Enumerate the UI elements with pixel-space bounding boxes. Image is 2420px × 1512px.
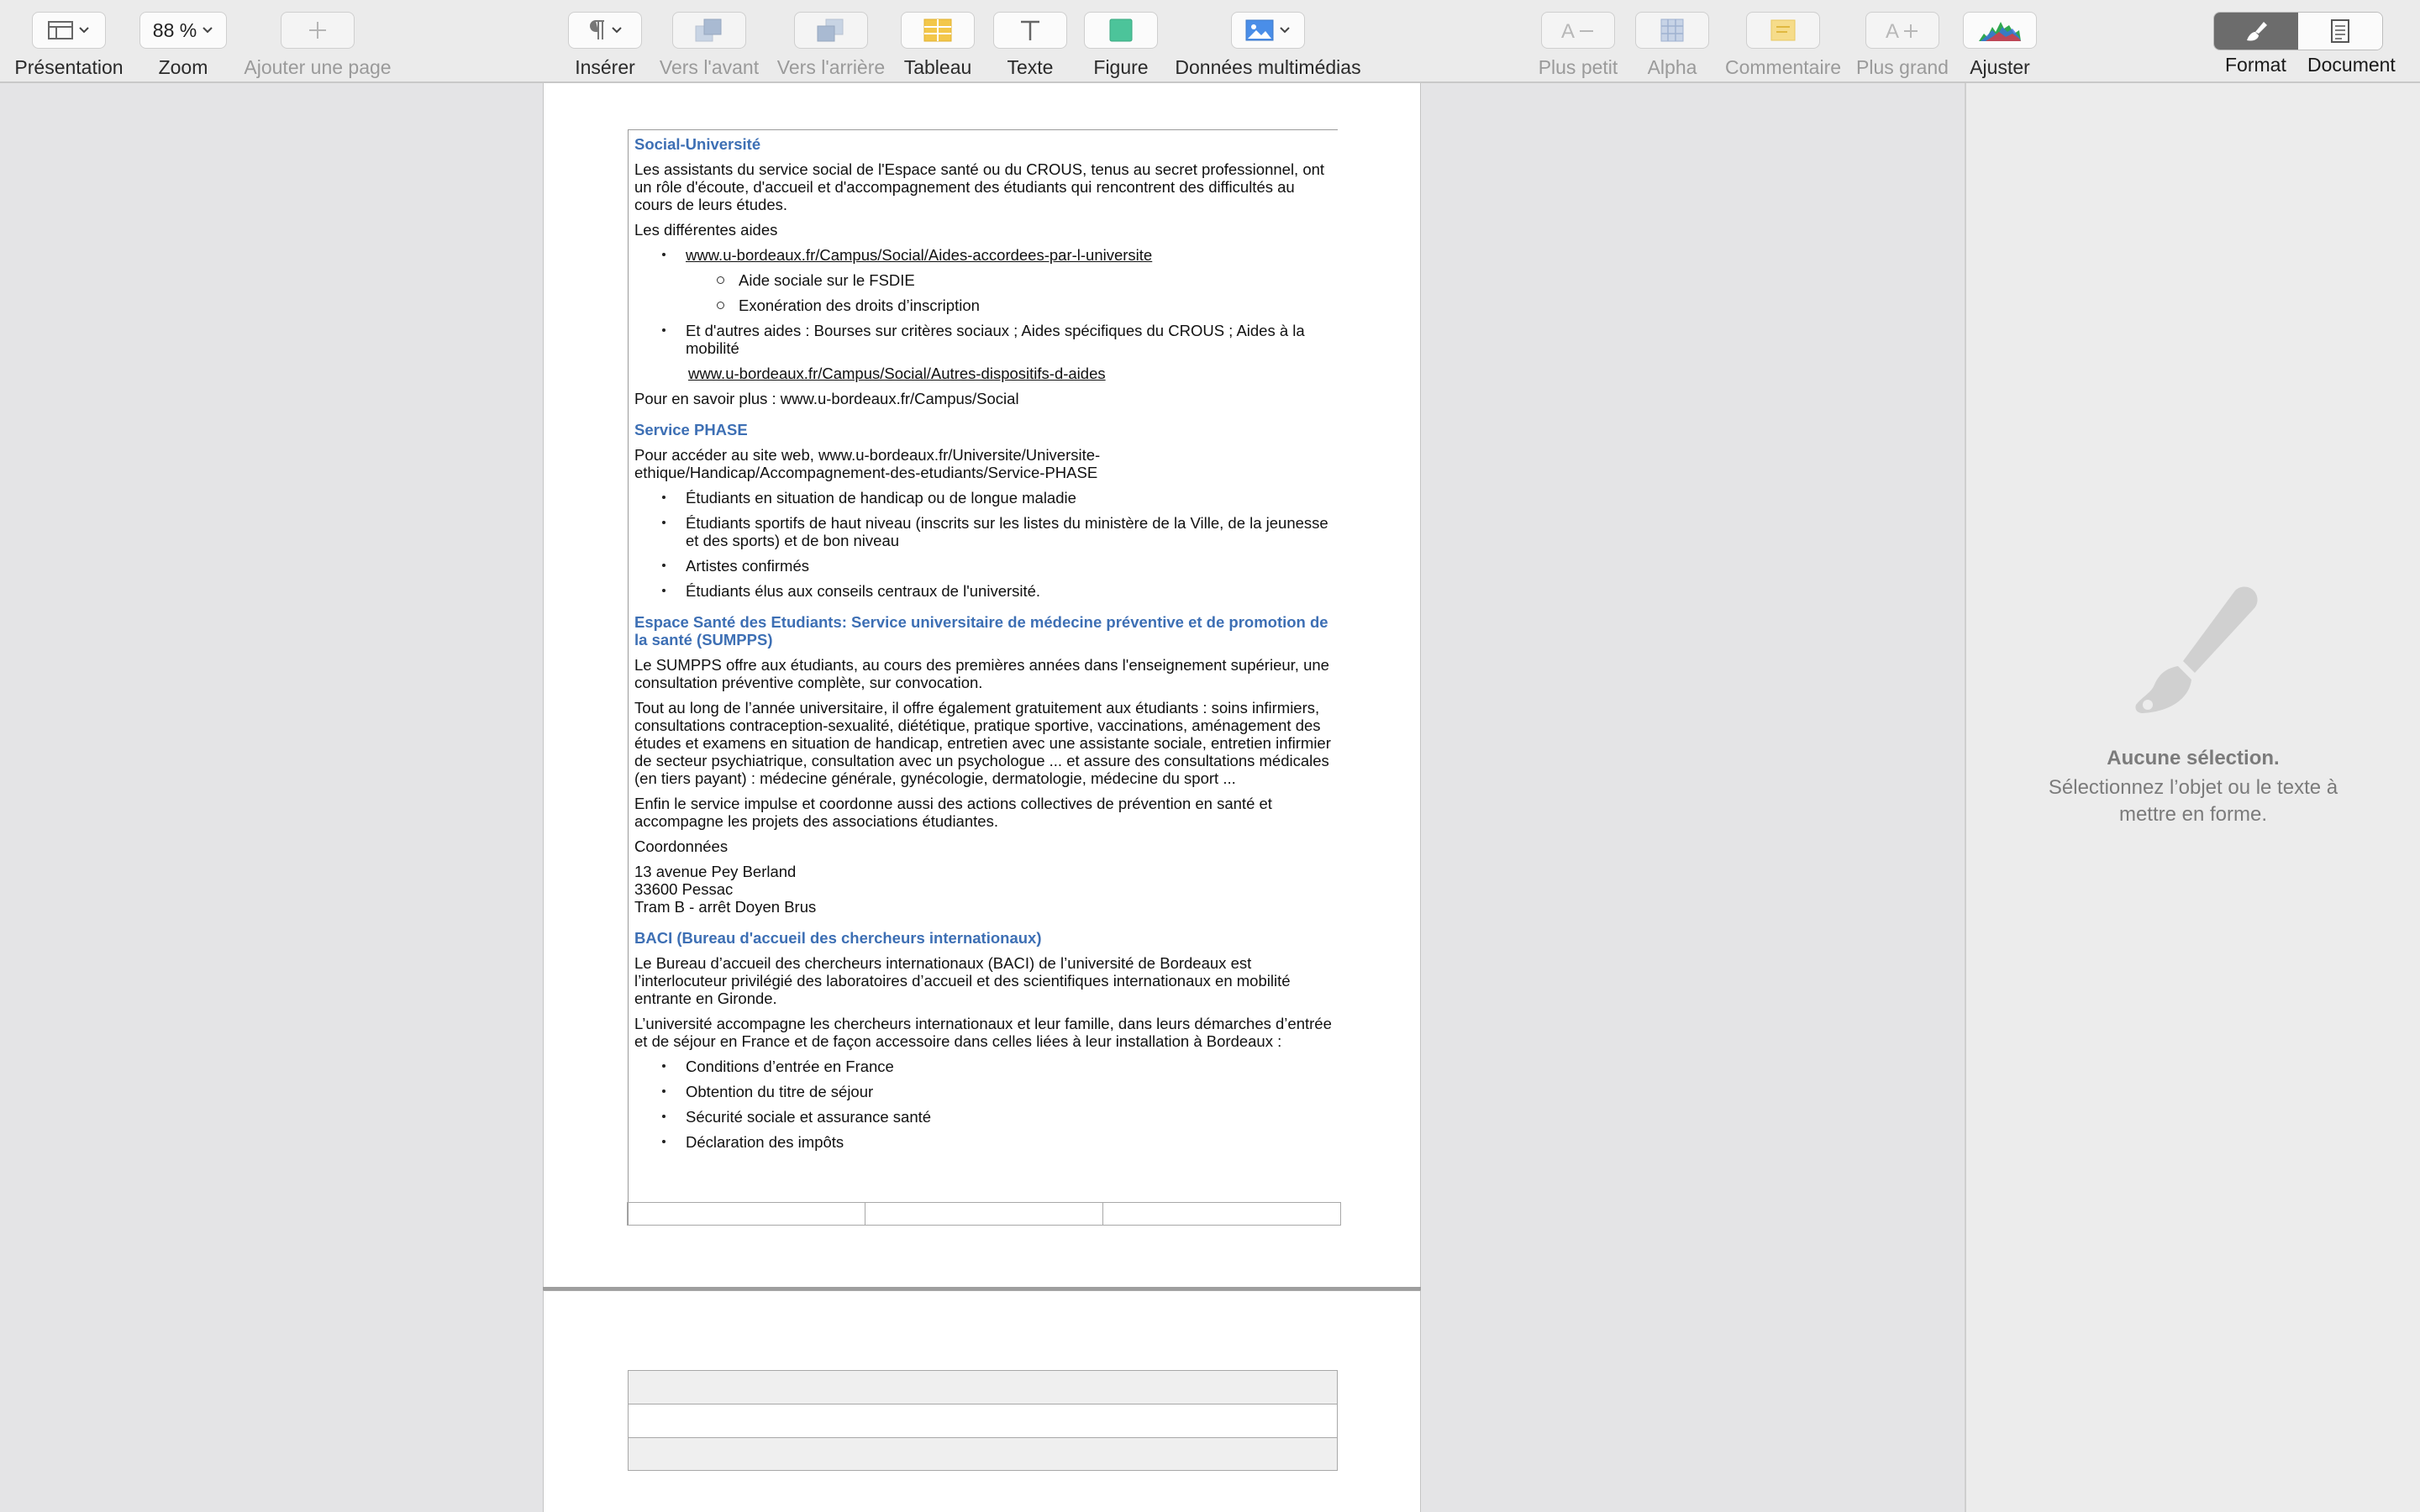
- list-item: Étudiants en situation de handicap ou de longue maladie: [634, 489, 1332, 507]
- table-label: Tableau: [903, 56, 972, 78]
- no-selection-title: Aucune sélection.: [2107, 747, 2280, 769]
- table-icon: [923, 18, 952, 42]
- no-selection-hint: [1966, 774, 2420, 828]
- insert-button[interactable]: [568, 12, 642, 49]
- zoom-value: 88 %: [152, 18, 197, 41]
- table-row[interactable]: [627, 1202, 1341, 1226]
- table-cell[interactable]: [865, 1203, 1103, 1225]
- list-item: Conditions d’entrée en France: [634, 1058, 1332, 1075]
- paragraph: Coordonnées: [634, 837, 729, 855]
- zoom-control[interactable]: [139, 12, 227, 79]
- document-page: [543, 83, 1421, 1287]
- list-item: Artistes confirmés: [634, 557, 1332, 575]
- address-line: 13 avenue Pey Berland: [634, 863, 797, 880]
- sub-list: [634, 271, 1332, 314]
- text-icon: [1018, 18, 1042, 42]
- presentation-label: Présentation: [14, 56, 124, 78]
- section-heading: Service PHASE: [634, 421, 748, 438]
- text-frame[interactable]: [628, 129, 1338, 1226]
- list-item: Et d'autres aides : Bourses sur critères sociaux ; Aides spécifiques du CROUS ; Aides à la mobilité: [634, 322, 1332, 357]
- backward-label: Vers l'arrière: [776, 56, 886, 78]
- paintbrush-icon: [2244, 18, 2269, 44]
- paragraph: Pour en savoir plus : www.u-bordeaux.fr/Campus/Social: [634, 390, 1019, 407]
- forward-label: Vers l'avant: [659, 56, 760, 78]
- document-label: Document: [2307, 54, 2396, 76]
- comment-control[interactable]: [1724, 12, 1842, 79]
- add-page-control[interactable]: [240, 12, 395, 79]
- table-cell[interactable]: [1103, 1203, 1340, 1225]
- forward-icon: [694, 18, 724, 43]
- bigger-icon: [1884, 19, 1921, 41]
- alpha-icon: [1660, 18, 1684, 42]
- chevron-down-icon: [1279, 26, 1291, 34]
- list-item: Obtention du titre de séjour: [634, 1083, 1332, 1100]
- list-item: Aide sociale sur le FSDIE: [634, 271, 1332, 289]
- bigger-label: Plus grand: [1856, 56, 1949, 78]
- shape-label: Figure: [1093, 56, 1149, 78]
- adjust-button[interactable]: [1963, 12, 2037, 49]
- bigger-button[interactable]: [1865, 12, 1939, 49]
- paragraph: Le Bureau d’accueil des chercheurs internationaux (BACI) de l’université de Bordeaux est l’interlocuteur privilégié des laboratoires d’accueil et des scientifiques internationaux en mobilité entrante en Gironde.: [634, 954, 1291, 1007]
- add-page-label: Ajouter une page: [244, 56, 392, 78]
- no-selection-hint-text: Sélectionnez l’objet ou le texte à mettre en forme.: [2048, 776, 2338, 826]
- adjust-control[interactable]: [1963, 12, 2037, 79]
- plus-icon: [308, 20, 328, 40]
- document-button[interactable]: [2298, 13, 2382, 50]
- section-heading: Social-Université: [634, 135, 761, 153]
- table-control[interactable]: [901, 12, 975, 79]
- paragraph: Le SUMPPS offre aux étudiants, au cours des premières années dans l'enseignement supérieur, une consultation préventive complète, sur convocation.: [634, 656, 1329, 691]
- paragraph: Enfin le service impulse et coordonne aussi des actions collectives de prévention en santé et accompagne les projets des associations étudiantes.: [634, 795, 1272, 830]
- comment-icon: [1770, 19, 1796, 41]
- chevron-down-icon: [611, 26, 623, 34]
- svg-text:A: A: [1886, 20, 1900, 41]
- format-inspector: [1965, 83, 2420, 1512]
- paragraph: Pour accéder au site web, www.u-bordeaux.fr/Universite/Universite-ethique/Handicap/Accompagnement-des-etudiants/Service-PHASE: [634, 446, 1101, 481]
- svg-text:A: A: [1561, 20, 1576, 41]
- table-cell[interactable]: [628, 1203, 865, 1225]
- list-item: [634, 246, 1332, 264]
- toolbar: [0, 0, 2420, 83]
- alpha-label: Alpha: [1647, 56, 1697, 78]
- comment-label: Commentaire: [1724, 56, 1842, 78]
- media-control[interactable]: [1173, 12, 1363, 79]
- text-control[interactable]: [993, 12, 1067, 79]
- bullet-list: [634, 246, 1332, 264]
- insert-control[interactable]: [568, 12, 642, 79]
- smaller-label: Plus petit: [1538, 56, 1618, 78]
- text-button[interactable]: [993, 12, 1067, 49]
- table-row[interactable]: [628, 1404, 1338, 1437]
- zoom-label: Zoom: [158, 56, 208, 78]
- forward-button[interactable]: [672, 12, 746, 49]
- presentation-icon: [48, 21, 73, 39]
- list-item: Étudiants sportifs de haut niveau (inscrits sur les listes du ministère de la Ville, de la jeunesse et des sports) et de bon niveau: [634, 514, 1332, 549]
- paintbrush-icon: [2118, 579, 2269, 730]
- list-item: Exonération des droits d’inscription: [634, 297, 1332, 314]
- smaller-button[interactable]: [1541, 12, 1615, 49]
- document-icon: [2330, 18, 2350, 44]
- inspector-toggle: [2213, 12, 2383, 50]
- document-body[interactable]: [634, 135, 1332, 1158]
- adjust-label: Ajuster: [1970, 56, 2030, 78]
- comment-button[interactable]: [1746, 12, 1820, 49]
- presentation-control[interactable]: [12, 12, 126, 79]
- chevron-down-icon: [78, 26, 90, 34]
- forward-control[interactable]: [655, 12, 763, 79]
- list-item: Déclaration des impôts: [634, 1133, 1332, 1151]
- media-button[interactable]: [1231, 12, 1305, 49]
- smaller-icon: [1560, 19, 1597, 41]
- shape-button[interactable]: [1084, 12, 1158, 49]
- add-page-button[interactable]: [281, 12, 355, 49]
- aides-link[interactable]: www.u-bordeaux.fr/Campus/Social/Aides-accordees-par-l-universite: [686, 246, 1153, 264]
- paragraph: Les assistants du service social de l'Espace santé ou du CROUS, tenus au secret professionnel, ont un rôle d'écoute, d'accueil et d'accompagnement des étudiants qui rencontrent des difficultés au cours de leurs études.: [634, 160, 1325, 213]
- shape-icon: [1109, 18, 1133, 42]
- alpha-control[interactable]: [1635, 12, 1709, 79]
- bigger-control[interactable]: [1854, 12, 1951, 79]
- paragraph: Tout au long de l’année universitaire, il offre également gratuitement aux étudiants : soins infirmiers, consultations contraception-sexualité, diététique, pratique sportive, vaccinations, aménagement des études et examens en situation de handicap, entretien avec une assistante sociale, entretien infirmier de secteur psychiatrique, consultation avec un psychologue ... et assure des consultations médicales (en tiers payant) : médecine générale, gynécologie, dermatologie, médecine du sport ...: [634, 699, 1331, 787]
- table-button[interactable]: [901, 12, 975, 49]
- media-label: Données multimédias: [1175, 56, 1361, 78]
- paragraph: Les différentes aides: [634, 221, 778, 239]
- paragraph: L’université accompagne les chercheurs internationaux et leur famille, dans leurs démarches d’entrée et de séjour en France et de façon accessoire dans celles liées à leur installation à Bordeaux :: [634, 1015, 1332, 1050]
- format-button[interactable]: [2214, 13, 2298, 50]
- insert-label: Insérer: [575, 56, 635, 78]
- backward-icon: [816, 18, 846, 43]
- list-item: Sécurité sociale et assurance santé: [634, 1108, 1332, 1126]
- address-line: Tram B - arrêt Doyen Brus: [634, 898, 817, 916]
- presentation-button[interactable]: [32, 12, 106, 49]
- table-row[interactable]: [628, 1437, 1338, 1471]
- backward-button[interactable]: [794, 12, 868, 49]
- section-heading: BACI (Bureau d'accueil des chercheurs internationaux): [634, 929, 1042, 947]
- zoom-select[interactable]: [139, 12, 227, 49]
- table-row[interactable]: [628, 1370, 1338, 1404]
- smaller-control[interactable]: [1538, 12, 1618, 79]
- media-icon: [1245, 19, 1274, 41]
- histogram-icon: [1977, 18, 2023, 42]
- backward-control[interactable]: [773, 12, 889, 79]
- paragraph-icon: [587, 19, 606, 41]
- chevron-down-icon: [202, 26, 213, 34]
- bullet-list: [634, 489, 1332, 600]
- bullet-list: [634, 1058, 1332, 1151]
- address-line: 33600 Pessac: [634, 880, 734, 898]
- document-page: [543, 1290, 1421, 1512]
- shape-control[interactable]: [1084, 12, 1158, 79]
- paragraph: [634, 365, 1332, 382]
- text-label: Texte: [1007, 56, 1054, 78]
- list-item: Étudiants élus aux conseils centraux de l'université.: [634, 582, 1332, 600]
- alpha-button[interactable]: [1635, 12, 1709, 49]
- section-heading: Espace Santé des Etudiants: Service universitaire de médecine préventive et de promotion de la santé (SUMPPS): [634, 613, 1328, 648]
- autres-dispositifs-link[interactable]: www.u-bordeaux.fr/Campus/Social/Autres-dispositifs-d-aides: [688, 365, 1106, 382]
- bullet-list: [634, 322, 1332, 357]
- format-label: Format: [2225, 54, 2286, 76]
- table[interactable]: [628, 1370, 1338, 1471]
